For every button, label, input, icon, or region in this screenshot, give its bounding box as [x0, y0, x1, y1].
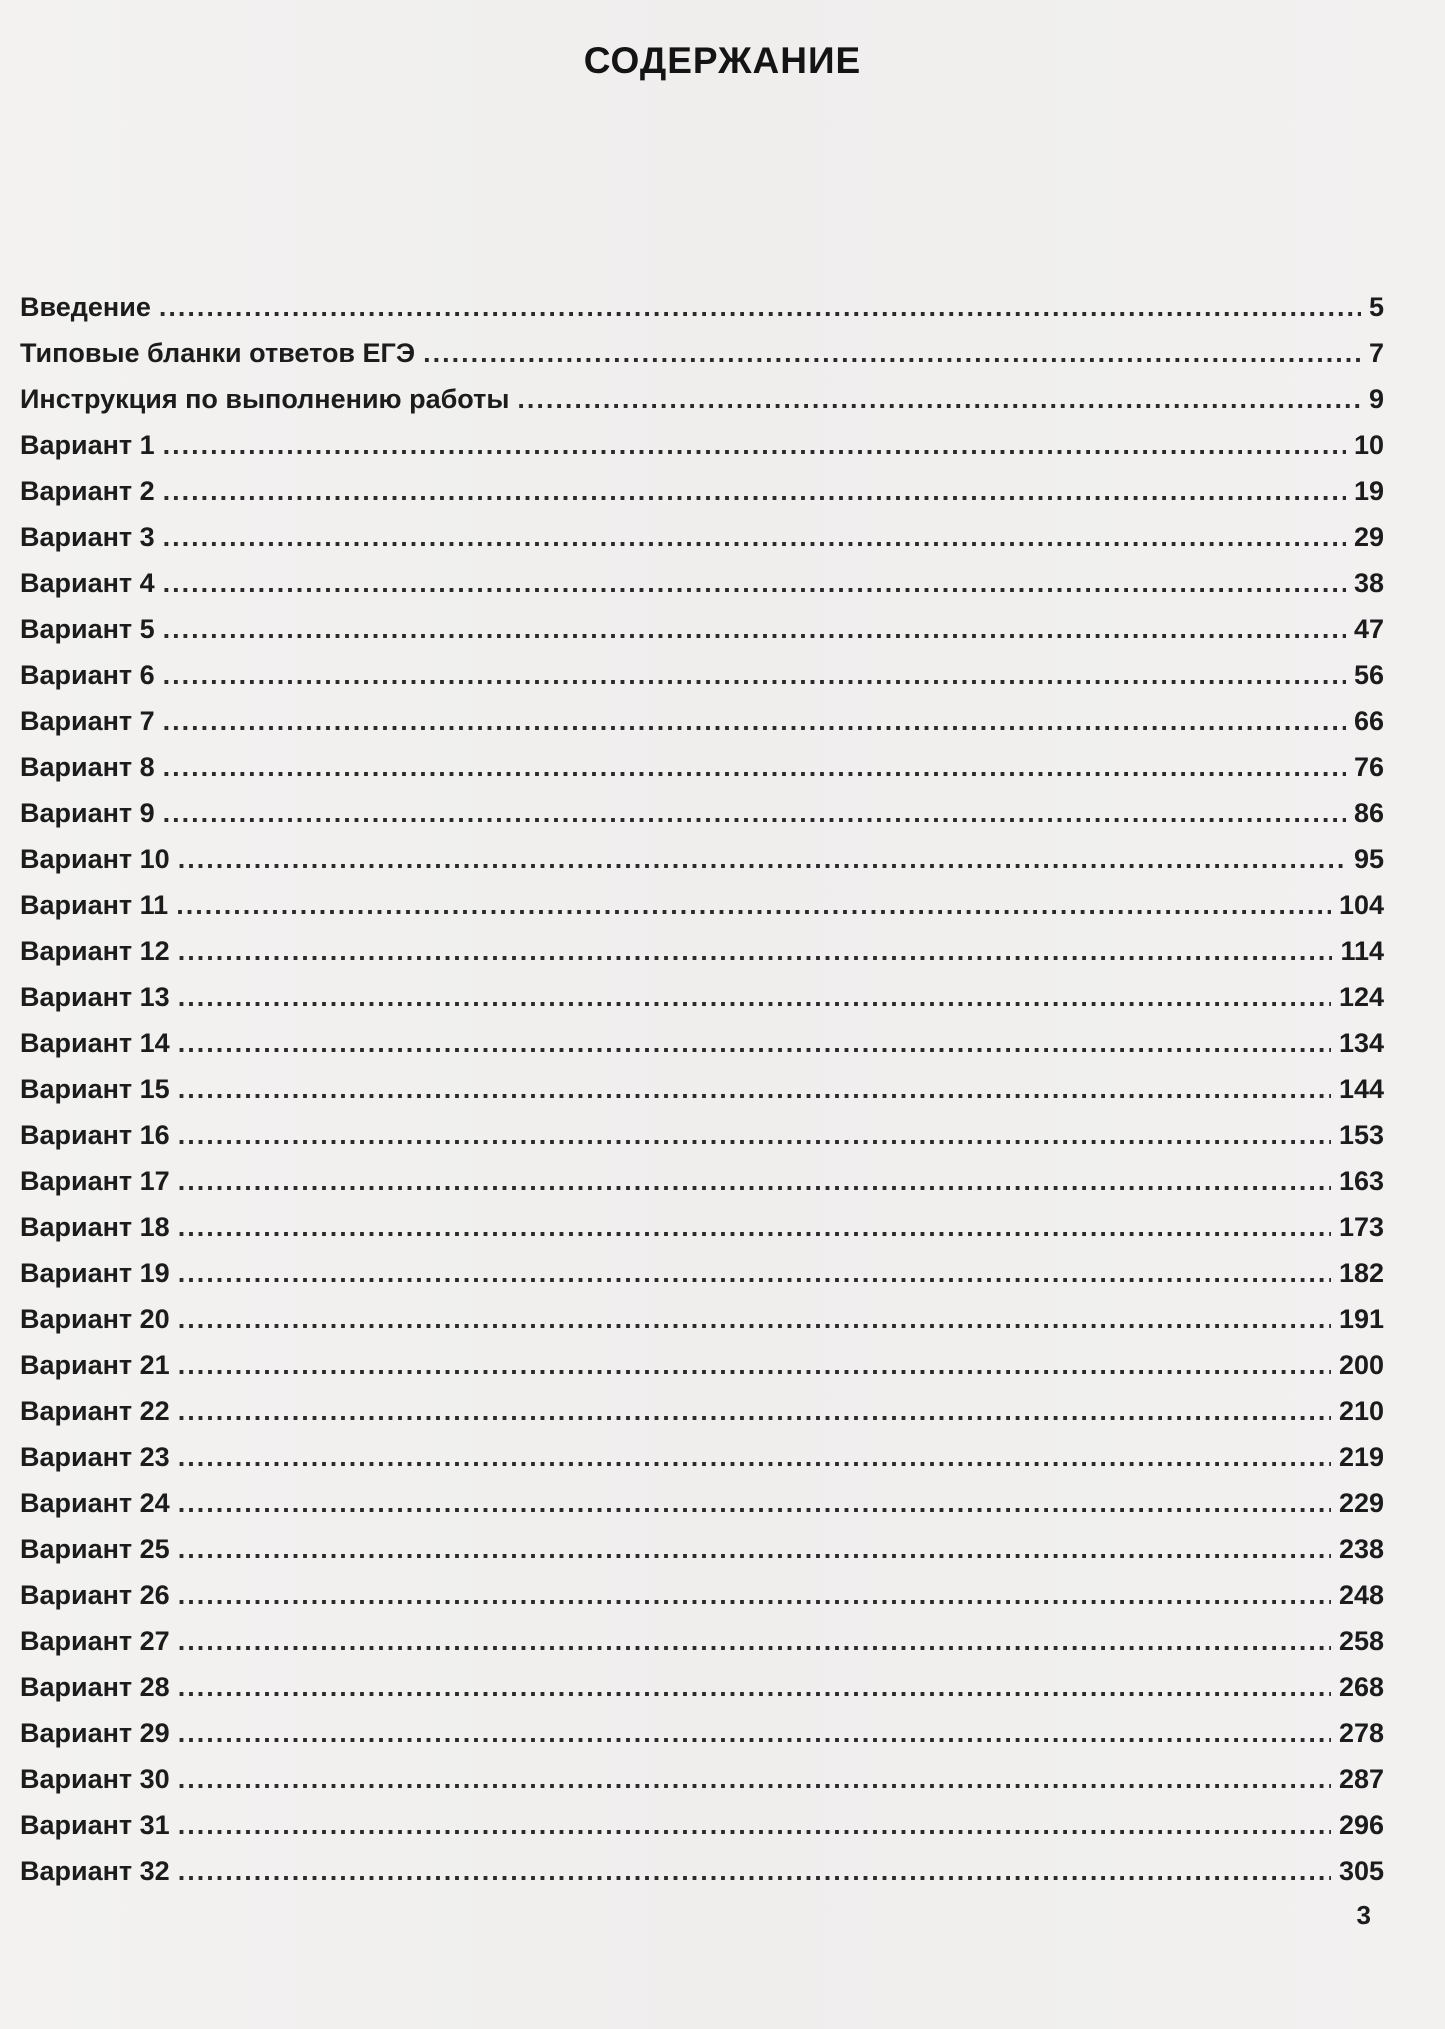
toc-entry-label: Вариант 11 — [20, 890, 169, 920]
toc-entry-label: Вариант 8 — [20, 752, 155, 782]
toc-entry-label: Вариант 28 — [20, 1672, 170, 1702]
toc-entry-page: 238 — [1338, 1534, 1384, 1564]
toc-entry-page: 47 — [1353, 614, 1384, 644]
toc-entry-label: Вариант 26 — [20, 1580, 170, 1610]
toc-entry-label: Вариант 2 — [20, 476, 155, 506]
toc-entry-page: 210 — [1338, 1396, 1384, 1426]
toc-dot-leader — [178, 928, 1333, 974]
toc-dot-leader — [178, 1020, 1331, 1066]
toc-dot-leader — [178, 1664, 1331, 1710]
toc-entry — [20, 1434, 1384, 1480]
toc-entry-label: Вариант 17 — [20, 1166, 170, 1196]
toc-entry-page: 278 — [1338, 1718, 1384, 1748]
toc-entry-page: 163 — [1338, 1166, 1384, 1196]
toc-entry-label: Вариант 24 — [20, 1488, 170, 1518]
toc-entry — [20, 928, 1384, 974]
toc-dot-leader — [178, 1342, 1331, 1388]
toc-entry-page: 124 — [1338, 982, 1384, 1012]
toc-entry-label: Вариант 31 — [20, 1810, 170, 1840]
toc-dot-leader — [178, 1066, 1331, 1112]
toc-entry-page: 86 — [1353, 798, 1384, 828]
toc-dot-leader — [178, 1618, 1331, 1664]
toc-entry-label: Инструкция по выполнению работы — [20, 384, 510, 414]
toc-entry — [20, 1618, 1384, 1664]
toc-entry-page: 29 — [1353, 522, 1384, 552]
toc-entry-label: Вариант 4 — [20, 568, 155, 598]
toc-entry — [20, 1756, 1384, 1802]
toc-entry-page: 19 — [1353, 476, 1384, 506]
toc-entry-page: 9 — [1368, 384, 1384, 414]
toc-entry-page: 248 — [1338, 1580, 1384, 1610]
toc-entry-page: 219 — [1338, 1442, 1384, 1472]
toc-dot-leader — [178, 1526, 1331, 1572]
toc-dot-leader — [178, 1250, 1331, 1296]
toc-entry-label: Вариант 3 — [20, 522, 155, 552]
toc-entry-label: Вариант 15 — [20, 1074, 170, 1104]
toc-entry-page: 66 — [1353, 706, 1384, 736]
toc-dot-leader — [178, 1296, 1331, 1342]
toc-dot-leader — [178, 1388, 1331, 1434]
toc-entry — [20, 882, 1384, 928]
toc-dot-leader — [517, 376, 1361, 422]
toc-dot-leader — [163, 744, 1346, 790]
toc-dot-leader — [178, 1480, 1331, 1526]
toc-entry — [20, 974, 1384, 1020]
toc-entry — [20, 1480, 1384, 1526]
toc-dot-leader — [178, 836, 1346, 882]
toc-entry-page: 182 — [1338, 1258, 1384, 1288]
toc-entry-page: 104 — [1338, 890, 1384, 920]
toc-entry-page: 76 — [1353, 752, 1384, 782]
toc-entry-label: Вариант 10 — [20, 844, 170, 874]
toc-entry-label: Вариант 7 — [20, 706, 155, 736]
toc-entry — [20, 1158, 1384, 1204]
toc-entry — [20, 422, 1384, 468]
toc-entry — [20, 1664, 1384, 1710]
toc-entry-page: 144 — [1338, 1074, 1384, 1104]
toc-entry-page: 134 — [1338, 1028, 1384, 1058]
toc-dot-leader — [423, 330, 1361, 376]
toc-entry — [20, 744, 1384, 790]
toc-dot-leader — [178, 1434, 1331, 1480]
toc-entry-page: 38 — [1353, 568, 1384, 598]
toc-entry-label: Вариант 27 — [20, 1626, 170, 1656]
toc-entry — [20, 1802, 1384, 1848]
toc-dot-leader — [178, 1848, 1331, 1894]
toc-entry — [20, 790, 1384, 836]
toc-entry-label: Вариант 25 — [20, 1534, 170, 1564]
toc-entry — [20, 698, 1384, 744]
toc-entry — [20, 1388, 1384, 1434]
toc-entry — [20, 376, 1384, 422]
toc-entry — [20, 284, 1384, 330]
toc-dot-leader — [176, 882, 1331, 928]
toc-entry — [20, 1112, 1384, 1158]
toc-entry-label: Вариант 19 — [20, 1258, 170, 1288]
toc-dot-leader — [178, 1756, 1331, 1802]
toc-entry — [20, 1572, 1384, 1618]
toc-entry — [20, 606, 1384, 652]
toc-dot-leader — [159, 284, 1361, 330]
toc-dot-leader — [178, 1158, 1331, 1204]
toc-entry — [20, 1250, 1384, 1296]
toc-entry-label: Вариант 9 — [20, 798, 155, 828]
toc-entry-page: 287 — [1338, 1764, 1384, 1794]
toc-entry-label: Вариант 20 — [20, 1304, 170, 1334]
toc-entry-label: Вариант 6 — [20, 660, 155, 690]
toc-entry-label: Введение — [20, 292, 151, 322]
toc-dot-leader — [163, 790, 1346, 836]
toc-entry — [20, 1066, 1384, 1112]
toc-dot-leader — [163, 698, 1346, 744]
toc-dot-leader — [163, 652, 1346, 698]
toc-dot-leader — [178, 1802, 1331, 1848]
toc-entry — [20, 836, 1384, 882]
toc-entry-label: Вариант 21 — [20, 1350, 170, 1380]
toc-entry-label: Вариант 18 — [20, 1212, 170, 1242]
toc-entry — [20, 1296, 1384, 1342]
toc-dot-leader — [163, 468, 1346, 514]
toc-dot-leader — [163, 560, 1346, 606]
toc-entry — [20, 652, 1384, 698]
toc-dot-leader — [163, 606, 1346, 652]
toc-dot-leader — [178, 1112, 1331, 1158]
toc-entry-page: 5 — [1368, 292, 1384, 322]
toc-entry-label: Вариант 30 — [20, 1764, 170, 1794]
toc-entry-label: Вариант 12 — [20, 936, 170, 966]
toc-entry-label: Вариант 5 — [20, 614, 155, 644]
toc-entry-page: 95 — [1353, 844, 1384, 874]
toc-dot-leader — [163, 422, 1346, 468]
toc-entry-page: 173 — [1338, 1212, 1384, 1242]
toc-entry — [20, 468, 1384, 514]
toc-entry-page: 10 — [1353, 430, 1384, 460]
toc-entry-page: 268 — [1338, 1672, 1384, 1702]
toc-entry-label: Вариант 22 — [20, 1396, 170, 1426]
toc-entry-page: 229 — [1338, 1488, 1384, 1518]
toc-entry — [20, 1204, 1384, 1250]
page-title: СОДЕРЖАНИЕ — [583, 40, 862, 81]
toc-entry — [20, 1342, 1384, 1388]
toc-entry-label: Вариант 23 — [20, 1442, 170, 1472]
toc-entry-page: 296 — [1338, 1810, 1384, 1840]
table-of-contents — [20, 284, 1384, 1894]
toc-entry — [20, 1710, 1384, 1756]
toc-entry-page: 7 — [1368, 338, 1384, 368]
toc-entry-label: Типовые бланки ответов ЕГЭ — [20, 338, 416, 368]
toc-entry-label: Вариант 13 — [20, 982, 170, 1012]
toc-dot-leader — [178, 1204, 1331, 1250]
toc-entry-label: Вариант 29 — [20, 1718, 170, 1748]
toc-dot-leader — [178, 1710, 1331, 1756]
toc-dot-leader — [178, 1572, 1331, 1618]
toc-entry-page: 191 — [1338, 1304, 1384, 1334]
toc-entry — [20, 1526, 1384, 1572]
toc-dot-leader — [178, 974, 1331, 1020]
toc-entry-page: 305 — [1338, 1856, 1384, 1886]
toc-entry — [20, 330, 1384, 376]
toc-entry-page: 114 — [1340, 936, 1384, 966]
toc-entry — [20, 1020, 1384, 1066]
toc-entry-label: Вариант 16 — [20, 1120, 170, 1150]
page-number: 3 — [1356, 1900, 1371, 1930]
toc-entry — [20, 1848, 1384, 1894]
toc-entry-page: 258 — [1338, 1626, 1384, 1656]
toc-entry-page: 153 — [1338, 1120, 1384, 1150]
toc-dot-leader — [163, 514, 1346, 560]
toc-entry-page: 56 — [1353, 660, 1384, 690]
toc-entry — [20, 560, 1384, 606]
toc-entry-label: Вариант 14 — [20, 1028, 170, 1058]
toc-entry-page: 200 — [1338, 1350, 1384, 1380]
toc-entry-label: Вариант 32 — [20, 1856, 170, 1886]
toc-entry — [20, 514, 1384, 560]
toc-entry-label: Вариант 1 — [20, 430, 155, 460]
